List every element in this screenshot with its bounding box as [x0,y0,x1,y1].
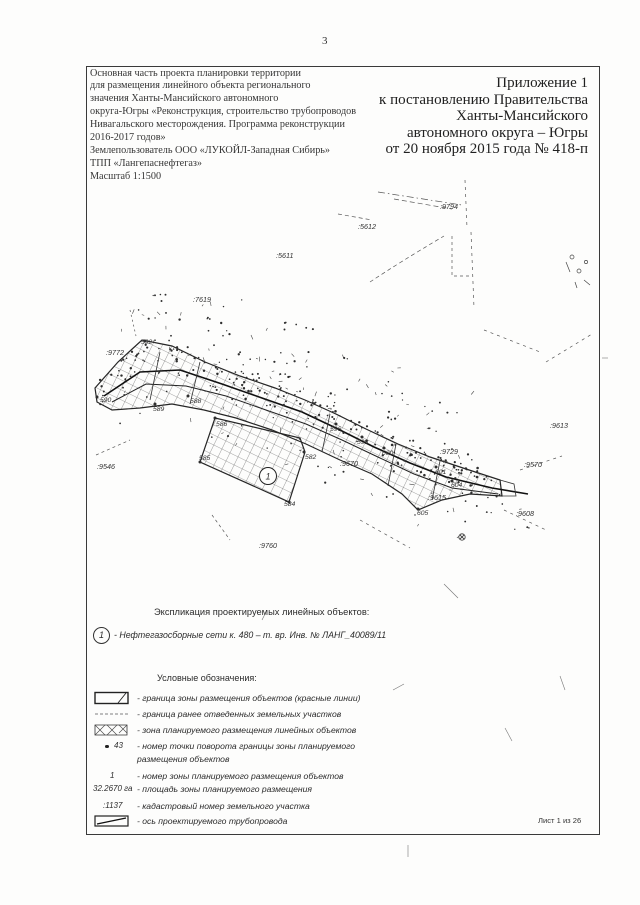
appendix-header-line: Ханты-Мансийского [456,108,588,125]
legend-item-label-continued: размещения объектов [137,754,230,764]
project-description-line: значения Ханты-Мансийского автономного [90,93,279,105]
pipeline-axis-icon [93,815,130,829]
turn-point-number: 598 [357,439,369,446]
project-description-line: 2016-2017 годов» [90,131,166,143]
appendix-header-line: к постановлению Правительства [379,91,588,108]
legend-title: Условные обозначения: [157,672,257,683]
project-description-line: Нивагальского месторождения. Программа реконструкции [90,119,345,131]
turn-point-number: 582 [305,454,317,461]
project-description-line: Землепользователь ООО «ЛУКОЙЛ-Западная Сибирь» [90,144,331,156]
legend-item-label: - кадастровый номер земельного участка [137,801,310,811]
cadastral-number: :9794 [440,202,458,211]
cadastral-number: :9760 [259,541,277,550]
project-description-line: округа-Югры «Реконструкция, строительство трубопроводов [90,106,357,118]
cadastral-number: :9613 [550,421,568,430]
legend-item-zone-number [93,770,393,796]
legend-item-label: - граница зоны размещения объектов (красные линии) [137,693,361,703]
appendix-header-line: от 20 ноября 2015 года № 418-п [385,141,588,158]
zone-number-sample: 1 [110,771,115,780]
zone-area-sample: 32.2670 га [93,784,133,793]
legend-item-label: - граница ранее отведенных земельных участков [137,709,342,719]
legend-item-pipeline-axis [93,815,393,841]
legend-item-turn-point [93,740,393,766]
turn-point-number: 600 [382,450,394,457]
turn-point-number: 590 [100,397,112,404]
cadastral-number: :9546 [97,462,115,471]
turn-point-number: 601 [435,469,447,476]
cadastral-number: :5612 [358,222,376,231]
page-number: 3 [322,35,328,47]
explication-title: Экспликация проектируемых линейных объектов: [154,606,370,617]
appendix-header-line: автономного округа – Югры [406,124,588,141]
project-description-line: ТПП «Лангепаснефтегаз» [90,157,203,169]
cadastral-number-sample: :1137 [103,801,123,810]
cadastral-number: :9670 [340,459,358,468]
legend-item-label: - зона планируемого размещения линейных объектов [137,725,357,735]
zone-number: 1 [265,471,271,482]
legend-item-label: - номер точки поворота границы зоны планируемого [137,741,356,751]
turn-point-number: 584 [284,501,296,508]
appendix-header-line: Приложение 1 [496,75,588,91]
project-description-line: Масштаб 1:1500 [90,170,162,182]
project-description-line: для размещения линейного объекта регионального [90,80,311,92]
cadastral-number: :9608 [516,509,534,518]
turn-point-number: 589 [153,406,165,413]
cadastral-number: :9615 [428,493,446,502]
turn-point-sample: 43 [114,741,123,750]
legend-item-label: - площадь зоны планируемого размещения [137,784,313,794]
project-description-line: Основная часть проекта планировки территории [90,67,301,79]
cadastral-number: :9570 [524,460,542,469]
sheet-number: Лист 1 из 26 [538,816,582,825]
explication-item [93,627,393,645]
point-marker-icon [105,745,109,749]
turn-point-number: 604 [451,482,463,489]
turn-point-number: 588 [190,398,202,405]
zone-boundary-rect-icon [93,691,130,705]
cadastral-number: :7619 [193,295,211,304]
legend-item-label: - ось проектируемого трубопровода [137,816,288,826]
legend-item-label: - номер зоны планируемого размещения объектов [137,771,344,781]
turn-point-number: 586 [216,421,228,428]
appendix-header [379,75,588,158]
explication-item-text: - Нефтегазосборные сети к. 480 – т. вр. Инв. № ЛАНГ_40089/11 [114,630,387,640]
hatched-zone-icon [93,723,130,737]
turn-point-number: 592 [141,339,153,346]
turn-point-number: 585 [199,455,211,462]
cadastral-number: :5611 [276,251,294,260]
object-number-badge: 1 [93,627,110,644]
turn-point-number: 596 [330,426,342,433]
project-description [90,68,356,184]
turn-point-number: 605 [417,510,429,517]
cadastral-number: :9729 [440,447,458,456]
cadastral-number: :9772 [106,348,124,357]
dashed-line-icon [93,707,130,721]
